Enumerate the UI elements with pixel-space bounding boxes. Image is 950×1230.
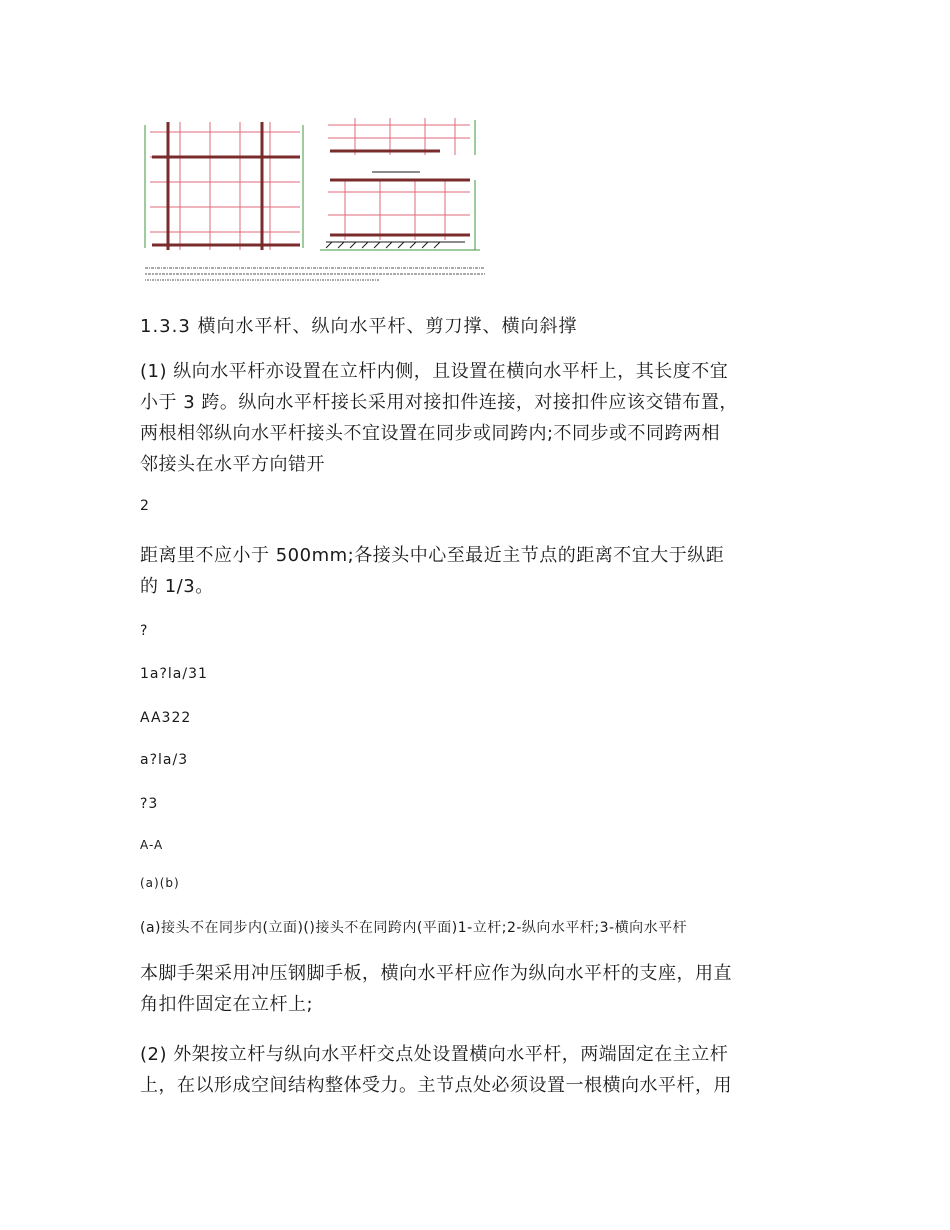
paragraph-3-line-1: 本脚手架采用冲压钢脚手板，横向水平杆应作为纵向水平杆的支座，用直 [140,963,732,984]
page-fragment-number: 2 [140,498,150,514]
elevation-top-grid [328,118,470,155]
figure-fragment-6: A-A [140,838,164,852]
paragraph-4-line-1: (2) 外架按立杆与纵向水平杆交点处设置横向水平杆，两端固定在主立杆 [140,1044,729,1065]
paragraph-1-line-1: (1) 纵向水平杆亦设置在立杆内侧，且设置在横向水平杆上，其长度不宜 [140,361,729,382]
scaffold-drawing [140,110,490,285]
paragraph-2-line-2: 的 1/3。 [140,576,214,597]
figure-fragment-1: ? [140,623,149,639]
paragraph-1-line-3: 两根相邻纵向水平杆接头不宜设置在同步或同跨内;不同步或不同跨两相 [140,423,721,444]
figure-fragment-5: ?3 [140,796,159,812]
section-heading: 1.3.3 横向水平杆、纵向水平杆、剪刀撑、横向斜撑 [140,316,578,337]
ground-hatch [326,242,465,248]
paragraph-2-line-1: 距离里不应小于 500mm;各接头中心至最近主节点的距离不宜大于纵距 [140,545,725,566]
plan-view-grid [150,122,300,250]
elevation-bottom-grid [328,180,470,240]
paragraph-1-line-4: 邻接头在水平方向错开 [140,454,325,475]
drawing-legend-strokes [145,268,485,280]
figure-fragment-3: AA322 [140,710,192,726]
figure-fragment-7: (a)(b) [140,876,180,890]
paragraph-1-line-2: 小于 3 跨。纵向水平杆接长采用对接扣件连接，对接扣件应该交错布置， [140,392,738,413]
elevation-bottom-members [330,180,470,235]
paragraph-3-line-2: 角扣件固定在立杆上; [140,994,314,1015]
figure-fragment-2: 1a?la/31 [140,666,208,682]
paragraph-4-line-2: 上，在以形成空间结构整体受力。主节点处必须设置一根横向水平杆，用 [140,1075,732,1096]
scaffold-drawing-figure [140,110,490,285]
figure-caption: (a)接头不在同步内(立面)()接头不在同跨内(平面)1-立杆;2-纵向水平杆;3-横向水平杆 [140,920,688,936]
figure-fragment-4: a?la/3 [140,752,189,768]
plan-view-members [152,122,300,250]
